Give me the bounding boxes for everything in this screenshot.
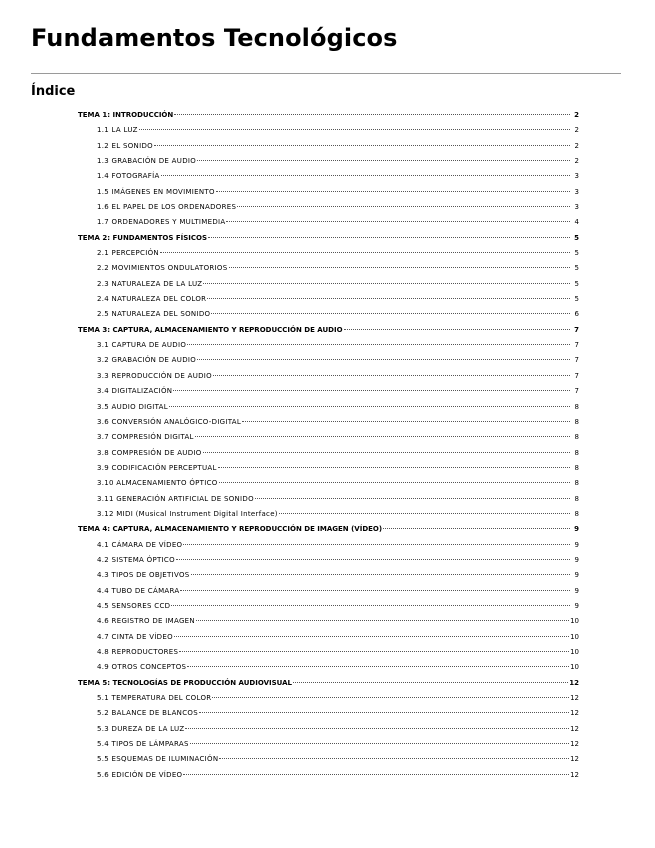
toc-page-number: 6 [574, 310, 579, 319]
toc-entry-label: 4.4 TUBO DE CÁMARA [97, 586, 180, 595]
toc-entry-label: 1.4 FOTOGRAFÍA [97, 172, 160, 181]
toc-dot-leader [183, 774, 569, 775]
toc-page-number: 7 [574, 341, 579, 350]
toc-dot-leader [174, 636, 569, 637]
toc-entry-label: 5.1 TEMPERATURA DEL COLOR [97, 693, 212, 702]
toc-page-number: 8 [574, 402, 579, 411]
toc-dot-leader [197, 160, 570, 161]
toc-entry-label: 3.3 REPRODUCCIÓN DE AUDIO [97, 371, 212, 380]
toc-section-entry[interactable] [97, 155, 579, 167]
toc-entry-label: 4.5 SENSORES CCD [97, 601, 171, 610]
toc-entry-label: 4.8 REPRODUCTORES [97, 647, 179, 656]
toc-section-entry[interactable] [97, 308, 579, 320]
toc-page-number: 2 [574, 141, 579, 150]
toc-entry-label: 4.9 OTROS CONCEPTOS [97, 663, 187, 672]
toc-section-entry[interactable] [97, 738, 579, 750]
toc-entry-label: 4.6 REGISTRO DE IMAGEN [97, 617, 195, 626]
toc-dot-leader [344, 329, 570, 330]
toc-page-number: 2 [574, 126, 579, 135]
toc-entry-label: TEMA 5: TECNOLOGÍAS DE PRODUCCIÓN AUDIOVISUAL [78, 678, 292, 687]
toc-entry-label: 4.7 CINTA DE VÍDEO [97, 632, 173, 641]
toc-section-entry[interactable] [97, 339, 579, 351]
toc-dot-leader [161, 175, 570, 176]
toc-dot-leader [191, 574, 571, 575]
toc-section-entry[interactable] [97, 431, 579, 443]
toc-section-entry[interactable] [97, 447, 579, 459]
toc-section-entry[interactable] [97, 140, 579, 152]
toc-chapter-entry[interactable] [78, 677, 579, 689]
toc-section-entry[interactable] [97, 416, 579, 428]
toc-entry-label: 1.6 EL PAPEL DE LOS ORDENADORES [97, 203, 237, 211]
toc-page-number: 8 [574, 494, 579, 503]
toc-page-number: 10 [570, 663, 579, 672]
toc-entry-label: 1.2 EL SONIDO [97, 141, 153, 150]
toc-dot-leader [171, 605, 570, 606]
toc-entry-label: 3.11 GENERACIÓN ARTIFICIAL DE SONIDO [97, 494, 254, 503]
toc-entry-label: 1.1 LA LUZ [97, 126, 138, 135]
toc-chapter-entry[interactable] [78, 324, 579, 336]
toc-page-number: 10 [570, 632, 579, 641]
toc-page-number: 9 [574, 571, 579, 580]
toc-section-entry[interactable] [97, 385, 579, 397]
toc-entry-label: 2.4 NATURALEZA DEL COLOR [97, 295, 207, 304]
toc-page-number: 2 [574, 111, 579, 119]
toc-page-number: 7 [574, 387, 579, 396]
toc-entry-label: 3.1 CAPTURA DE AUDIO [97, 341, 187, 350]
toc-page-number: 8 [574, 479, 579, 488]
toc-dot-leader [199, 712, 569, 713]
toc-entry-label: 5.2 BALANCE DE BLANCOS [97, 709, 198, 718]
toc-dot-leader [190, 743, 569, 744]
toc-section-entry[interactable] [97, 646, 579, 658]
toc-entry-label: 4.3 TIPOS DE OBJETIVOS [97, 571, 190, 580]
toc-entry-label: TEMA 2: FUNDAMENTOS FÍSICOS [78, 233, 208, 242]
toc-section-entry[interactable] [97, 170, 579, 182]
toc-page-number: 12 [570, 739, 579, 748]
toc-entry-label: TEMA 1: INTRODUCCIÓN [78, 111, 174, 119]
toc-page-number: 9 [574, 586, 579, 595]
toc-section-entry[interactable] [97, 508, 579, 520]
toc-dot-leader [211, 313, 570, 314]
toc-dot-leader [216, 191, 570, 192]
toc-dot-leader [160, 252, 570, 253]
toc-page-number: 12 [570, 693, 579, 702]
toc-entry-label: 3.12 MIDI (Musical Instrument Digital Interface) [97, 509, 278, 518]
toc-dot-leader [208, 237, 570, 238]
toc-page-number: 7 [574, 371, 579, 380]
toc-entry-label: 5.5 ESQUEMAS DE ILUMINACIÓN [97, 755, 219, 764]
toc-entry-label: 2.1 PERCEPCIÓN [97, 249, 159, 258]
index-heading: Índice [31, 84, 76, 99]
toc-entry-label: 1.3 GRABACIÓN DE AUDIO [97, 157, 197, 165]
toc-entry-label: 2.3 NATURALEZA DE LA LUZ [97, 279, 203, 288]
toc-section-entry[interactable] [97, 262, 579, 274]
toc-page-number: 5 [574, 264, 579, 273]
toc-page-number: 7 [574, 356, 579, 365]
toc-dot-leader [229, 267, 571, 268]
toc-entry-label: 3.6 CONVERSIÓN ANALÓGICO-DIGITAL [97, 417, 242, 426]
toc-dot-leader [383, 528, 570, 529]
toc-entry-label: 4.1 CÁMARA DE VÍDEO [97, 540, 183, 549]
toc-section-entry[interactable] [97, 186, 579, 198]
toc-dot-leader [139, 129, 570, 130]
toc-entry-label: 4.2 SISTEMA ÓPTICO [97, 555, 175, 564]
toc-dot-leader [176, 559, 570, 560]
toc-dot-leader [279, 513, 570, 514]
toc-section-entry[interactable] [97, 539, 579, 551]
toc-chapter-entry[interactable] [78, 232, 579, 244]
toc-page-number: 8 [574, 433, 579, 442]
toc-page-number: 5 [574, 279, 579, 288]
toc-page-number: 9 [574, 525, 579, 534]
toc-entry-label: 1.5 IMÁGENES EN MOVIMIENTO [97, 187, 215, 196]
toc-page-number: 12 [569, 678, 579, 687]
toc-section-entry[interactable] [97, 661, 579, 673]
toc-page-number: 8 [574, 417, 579, 426]
toc-page-number: 3 [574, 203, 579, 211]
toc-chapter-entry[interactable] [78, 523, 579, 535]
toc-section-entry[interactable] [97, 600, 579, 612]
toc-section-entry[interactable] [97, 723, 579, 735]
toc-dot-leader [207, 298, 570, 299]
toc-entry-label: TEMA 4: CAPTURA, ALMACENAMIENTO Y REPRODUCCIÓN DE IMAGEN (VÍDEO) [78, 525, 383, 534]
toc-section-entry[interactable] [97, 493, 579, 505]
toc-section-entry[interactable] [97, 615, 579, 627]
toc-page-number: 8 [574, 448, 579, 457]
toc-page-number: 5 [574, 295, 579, 304]
toc-dot-leader [203, 452, 570, 453]
toc-section-entry[interactable] [97, 477, 579, 489]
toc-section-entry[interactable] [97, 554, 579, 566]
toc-entry-label: 2.5 NATURALEZA DEL SONIDO [97, 310, 211, 319]
toc-page-number: 5 [574, 249, 579, 258]
toc-entry-label: 1.7 ORDENADORES Y MULTIMEDIA [97, 218, 226, 227]
toc-section-entry[interactable] [97, 769, 579, 781]
toc-entry-label: 2.2 MOVIMIENTOS ONDULATORIOS [97, 264, 228, 273]
toc-page-number: 3 [574, 187, 579, 196]
toc-section-entry[interactable] [97, 370, 579, 382]
toc-dot-leader [203, 283, 570, 284]
toc-entry-label: 5.4 TIPOS DE LÁMPARAS [97, 739, 189, 748]
toc-section-entry[interactable] [97, 124, 579, 136]
toc-dot-leader [218, 467, 570, 468]
toc-entry-label: 3.8 COMPRESIÓN DE AUDIO [97, 448, 202, 457]
toc-dot-leader [187, 344, 570, 345]
toc-dot-leader [255, 498, 570, 499]
toc-dot-leader [169, 406, 570, 407]
toc-section-entry[interactable] [97, 569, 579, 581]
toc-page-number: 4 [574, 218, 579, 227]
toc-dot-leader [187, 666, 569, 667]
toc-section-entry[interactable] [97, 354, 579, 366]
toc-dot-leader [237, 206, 570, 207]
toc-entry-label: 3.10 ALMACENAMIENTO ÓPTICO [97, 479, 218, 488]
toc-page-number: 9 [574, 601, 579, 610]
toc-page-number: 12 [570, 709, 579, 718]
toc-dot-leader [196, 620, 569, 621]
toc-dot-leader [242, 421, 570, 422]
toc-section-entry[interactable] [97, 278, 579, 290]
toc-section-entry[interactable] [97, 201, 579, 213]
toc-dot-leader [197, 359, 570, 360]
toc-page-number: 9 [574, 555, 579, 564]
toc-page-number: 7 [574, 325, 579, 334]
toc-entry-label: 5.3 DUREZA DE LA LUZ [97, 724, 185, 733]
toc-page-number: 8 [574, 509, 579, 518]
toc-chapter-entry[interactable] [78, 109, 579, 121]
toc-entry-label: 3.4 DIGITALIZACIÓN [97, 387, 173, 396]
toc-entry-label: 3.7 COMPRESIÓN DIGITAL [97, 433, 194, 442]
toc-page-number: 12 [570, 770, 579, 779]
toc-dot-leader [180, 590, 570, 591]
toc-entry-label: TEMA 3: CAPTURA, ALMACENAMIENTO Y REPRODUCCIÓN DE AUDIO [78, 325, 343, 334]
toc-dot-leader [174, 114, 570, 115]
toc-section-entry[interactable] [97, 247, 579, 259]
toc-page-number: 12 [570, 724, 579, 733]
toc-dot-leader [183, 544, 570, 545]
title-divider [31, 73, 621, 74]
toc-section-entry[interactable] [97, 707, 579, 719]
toc-section-entry[interactable] [97, 753, 579, 765]
toc-section-entry[interactable] [97, 462, 579, 474]
toc-entry-label: 3.9 CODIFICACIÓN PERCEPTUAL [97, 463, 217, 472]
toc-section-entry[interactable] [97, 293, 579, 305]
toc-dot-leader [154, 145, 570, 146]
toc-page-number: 10 [570, 647, 579, 656]
toc-page-number: 3 [574, 172, 579, 181]
toc-dot-leader [185, 728, 569, 729]
toc-dot-leader [293, 682, 568, 683]
toc-dot-leader [179, 651, 569, 652]
toc-page-number: 8 [574, 463, 579, 472]
toc-section-entry[interactable] [97, 401, 579, 413]
toc-section-entry[interactable] [97, 631, 579, 643]
toc-section-entry[interactable] [97, 216, 579, 228]
toc-section-entry[interactable] [97, 585, 579, 597]
toc-dot-leader [213, 375, 570, 376]
toc-entry-label: 3.2 GRABACIÓN DE AUDIO [97, 356, 197, 365]
toc-dot-leader [212, 697, 569, 698]
toc-dot-leader [219, 758, 569, 759]
toc-page-number: 10 [570, 617, 579, 626]
toc-page-number: 2 [574, 157, 579, 165]
toc-section-entry[interactable] [97, 692, 579, 704]
toc-dot-leader [173, 390, 570, 391]
toc-entry-label: 3.5 AUDIO DIGITAL [97, 402, 168, 411]
toc-page-number: 5 [574, 233, 579, 242]
document-title: Fundamentos Tecnológicos [31, 24, 398, 52]
toc-entry-label: 5.6 EDICIÓN DE VÍDEO [97, 770, 183, 779]
toc-dot-leader [195, 436, 570, 437]
toc-dot-leader [226, 221, 570, 222]
toc-page-number: 12 [570, 755, 579, 764]
toc-page-number: 9 [574, 540, 579, 549]
toc-dot-leader [219, 482, 570, 483]
